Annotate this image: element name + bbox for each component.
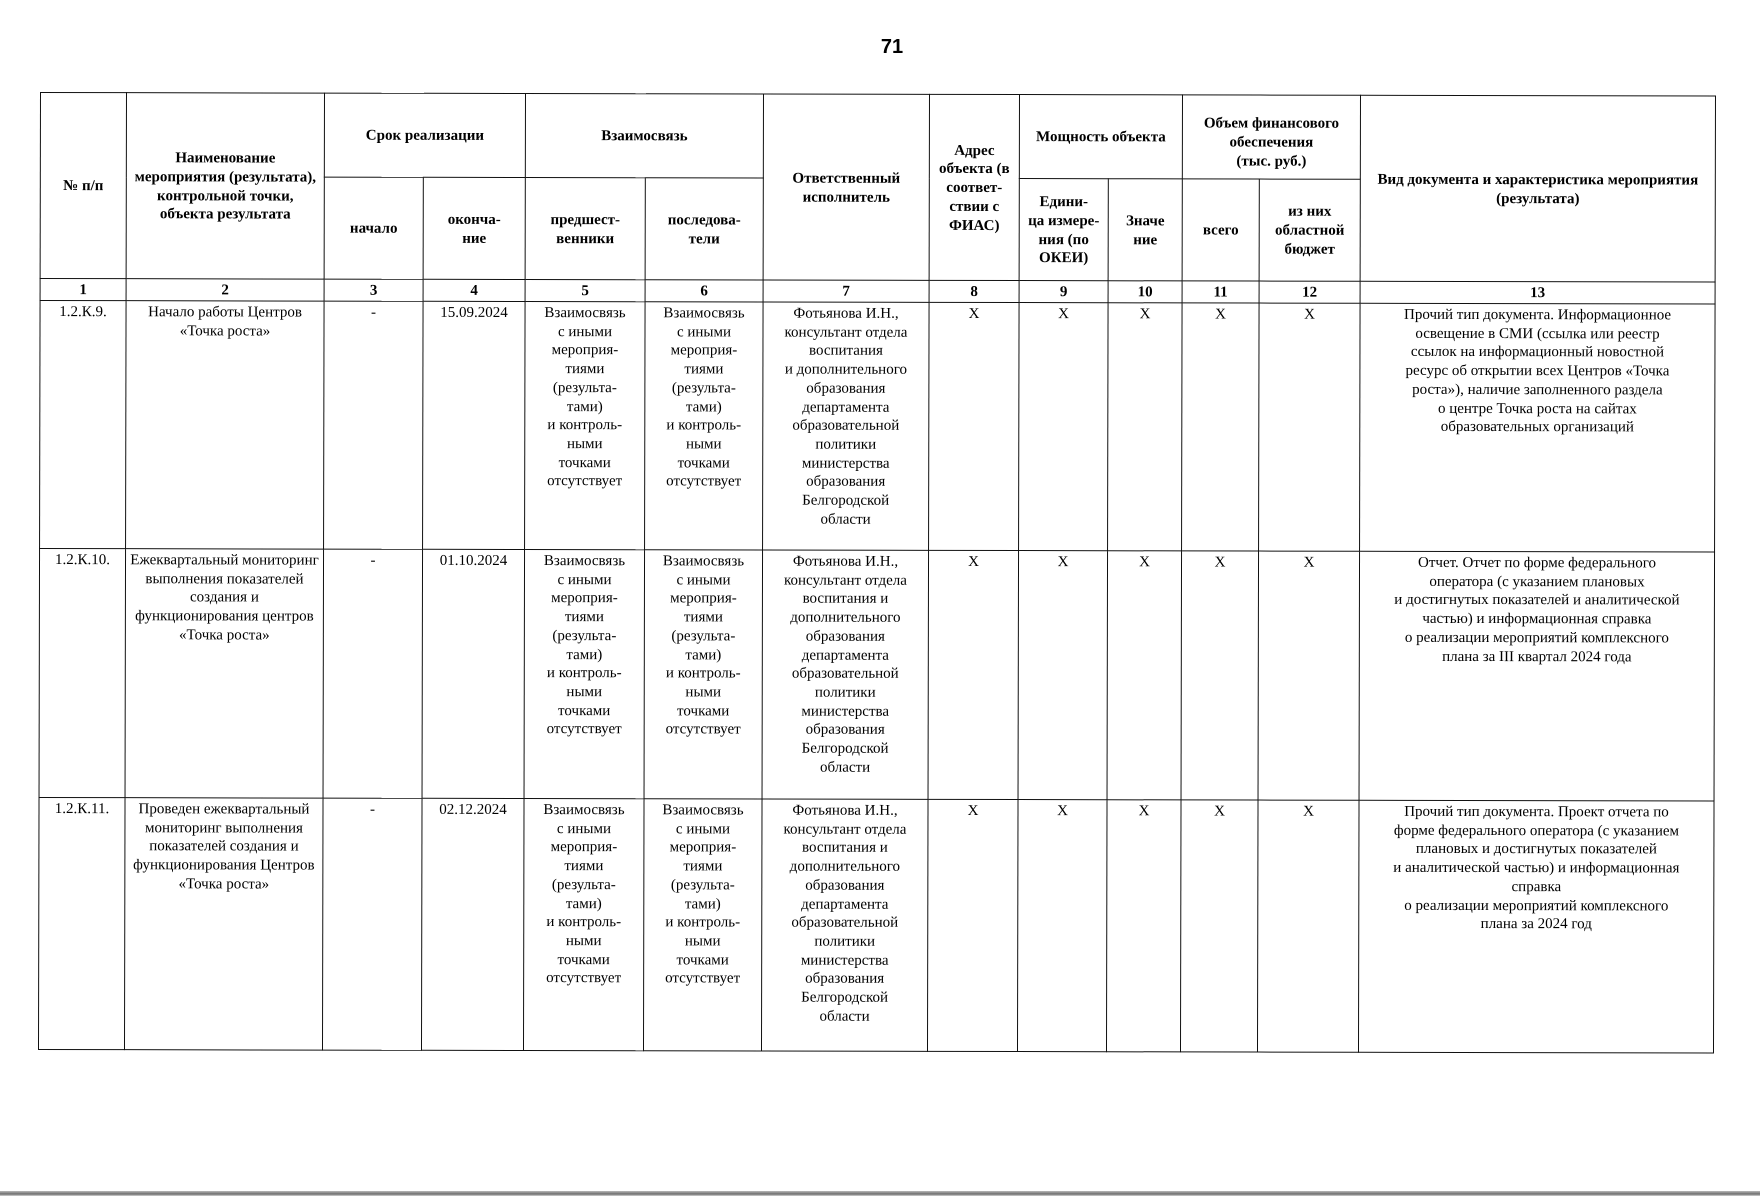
header-successors: последова- тели	[645, 178, 763, 280]
column-number: 7	[763, 280, 929, 302]
cell-id: 1.2.К.9.	[40, 301, 127, 549]
header-row-1	[40, 93, 1715, 181]
cell-total: X	[1182, 303, 1260, 551]
cell-regional: X	[1259, 303, 1361, 551]
cell-successors: Взаимосвязь с иными мероприя- тиями (результа- тами) и контроль- ными точками отсутствует	[643, 799, 762, 1051]
column-number: 9	[1019, 281, 1108, 303]
plan-table	[38, 92, 1716, 1054]
cell-total: X	[1181, 800, 1259, 1052]
header-end: оконча- ние	[423, 177, 525, 279]
header-regional: из них областной бюджет	[1259, 179, 1360, 281]
table-row	[39, 549, 1715, 802]
header-period: Срок реализации	[324, 93, 525, 177]
cell-start: -	[323, 549, 423, 798]
cell-unit: X	[1018, 551, 1108, 800]
header-finance: Объем финансового обеспечения (тыс. руб.)	[1182, 95, 1360, 179]
cell-end: 01.10.2024	[422, 549, 525, 798]
cell-predecessors: Взаимосвязь с иными мероприя- тиями (результа- тами) и контроль- ными точками отсутствует	[523, 799, 644, 1051]
table-body	[38, 301, 1715, 1054]
cell-value: X	[1108, 303, 1183, 551]
header-total: всего	[1182, 179, 1259, 281]
column-number: 8	[929, 280, 1019, 302]
scan-bottom-edge	[0, 1191, 1760, 1196]
cell-id: 1.2.К.11.	[38, 797, 125, 1049]
table-row	[40, 301, 1716, 553]
cell-name: Начало работы Центров «Точка роста»	[126, 301, 325, 549]
cell-successors: Взаимосвязь с иными мероприя- тиями (результа- тами) и контроль- ными точками отсутствует	[644, 550, 763, 799]
cell-end: 15.09.2024	[423, 301, 526, 549]
cell-regional: X	[1258, 800, 1360, 1052]
cell-predecessors: Взаимосвязь с иными мероприя- тиями (результа- тами) и контроль- ными точками отсутствует	[525, 302, 646, 550]
cell-end: 02.12.2024	[421, 798, 524, 1050]
cell-start: -	[322, 798, 422, 1050]
page-number: 71	[880, 36, 904, 58]
column-number: 2	[126, 279, 324, 301]
cell-regional: X	[1258, 551, 1360, 800]
cell-unit: X	[1019, 303, 1109, 551]
column-number: 5	[525, 280, 645, 302]
cell-address: X	[927, 799, 1018, 1051]
column-number: 13	[1360, 281, 1715, 304]
column-number: 12	[1259, 281, 1360, 303]
cell-responsible: Фотьянова И.Н., консультант отдела воспитания и дополнительного образования департамента образовательной политики министерства образования Белгородской области	[763, 302, 930, 550]
cell-value: X	[1106, 800, 1181, 1052]
column-number: 11	[1182, 281, 1259, 303]
header-responsible: Ответственный исполнитель	[763, 94, 929, 280]
header-unit: Едини- ца измере- ния (по ОКЕИ)	[1019, 179, 1108, 281]
column-number: 3	[324, 279, 423, 301]
cell-name: Проведен ежеквартальный мониторинг выполнения показателей создания и функционирования Центров «Точка роста»	[124, 798, 323, 1050]
cell-start: -	[324, 301, 424, 549]
header-start: начало	[324, 177, 423, 279]
header-name: Наименование мероприятия (результата), контрольной точки, объекта результата	[126, 93, 324, 279]
cell-responsible: Фотьянова И.Н., консультант отдела воспитания и дополнительного образования департамента образовательной политики министерства образования Белгородской области	[761, 799, 928, 1051]
cell-doc: Прочий тип документа. Информационное освещение в СМИ (ссылка или реестр ссылок на информационный новостной ресурс об открытии всех Центров «Точка роста»), наличие заполненного раздела о центре Точка роста на сайтах образовательных организаций	[1360, 303, 1716, 552]
cell-name: Ежеквартальный мониторинг выполнения показателей создания и функционирования центров «Точка роста»	[125, 549, 324, 798]
header-capacity: Мощность объекта	[1019, 95, 1182, 179]
cell-doc: Отчет. Отчет по форме федерального оператора (с указанием плановых и достигнутых показателей и аналитической частью) и информационная справка о реализации мероприятий комплексного плана за III квартал 2024 года	[1359, 551, 1715, 801]
column-number: 1	[40, 279, 126, 301]
cell-predecessors: Взаимосвязь с иными мероприя- тиями (результа- тами) и контроль- ными точками отсутствует	[524, 550, 645, 799]
cell-value: X	[1107, 551, 1182, 800]
cell-address: X	[928, 550, 1019, 799]
cell-doc: Прочий тип документа. Проект отчета по форме федерального оператора (с указанием плановых и достигнутых показателей и аналитической частью) и информационная справка о реализации мероприятий комплексного плана за 2024 год	[1359, 800, 1715, 1053]
cell-responsible: Фотьянова И.Н., консультант отдела воспитания и дополнительного образования департамента образовательной политики министерства образования Белгородской области	[762, 550, 929, 799]
header-num: № п/п	[40, 93, 126, 279]
cell-address: X	[929, 302, 1020, 550]
header-link: Взаимосвязь	[525, 94, 763, 178]
header-doc: Вид документа и характеристика мероприятия (результата)	[1360, 95, 1715, 282]
header-address: Адрес объекта (в соответ- ствии с ФИАС)	[929, 94, 1019, 280]
column-number: 10	[1108, 281, 1182, 303]
column-number: 6	[645, 280, 763, 302]
cell-unit: X	[1017, 800, 1107, 1052]
cell-successors: Взаимосвязь с иными мероприя- тиями (результа- тами) и контроль- ными точками отсутствует	[645, 302, 764, 550]
header-value: Значе ние	[1108, 179, 1182, 281]
column-number: 4	[423, 279, 525, 301]
cell-id: 1.2.К.10.	[39, 549, 126, 798]
table-row	[38, 797, 1714, 1053]
cell-total: X	[1181, 551, 1259, 800]
table-header	[40, 93, 1715, 305]
header-predecessors: предшест- венники	[525, 178, 645, 280]
